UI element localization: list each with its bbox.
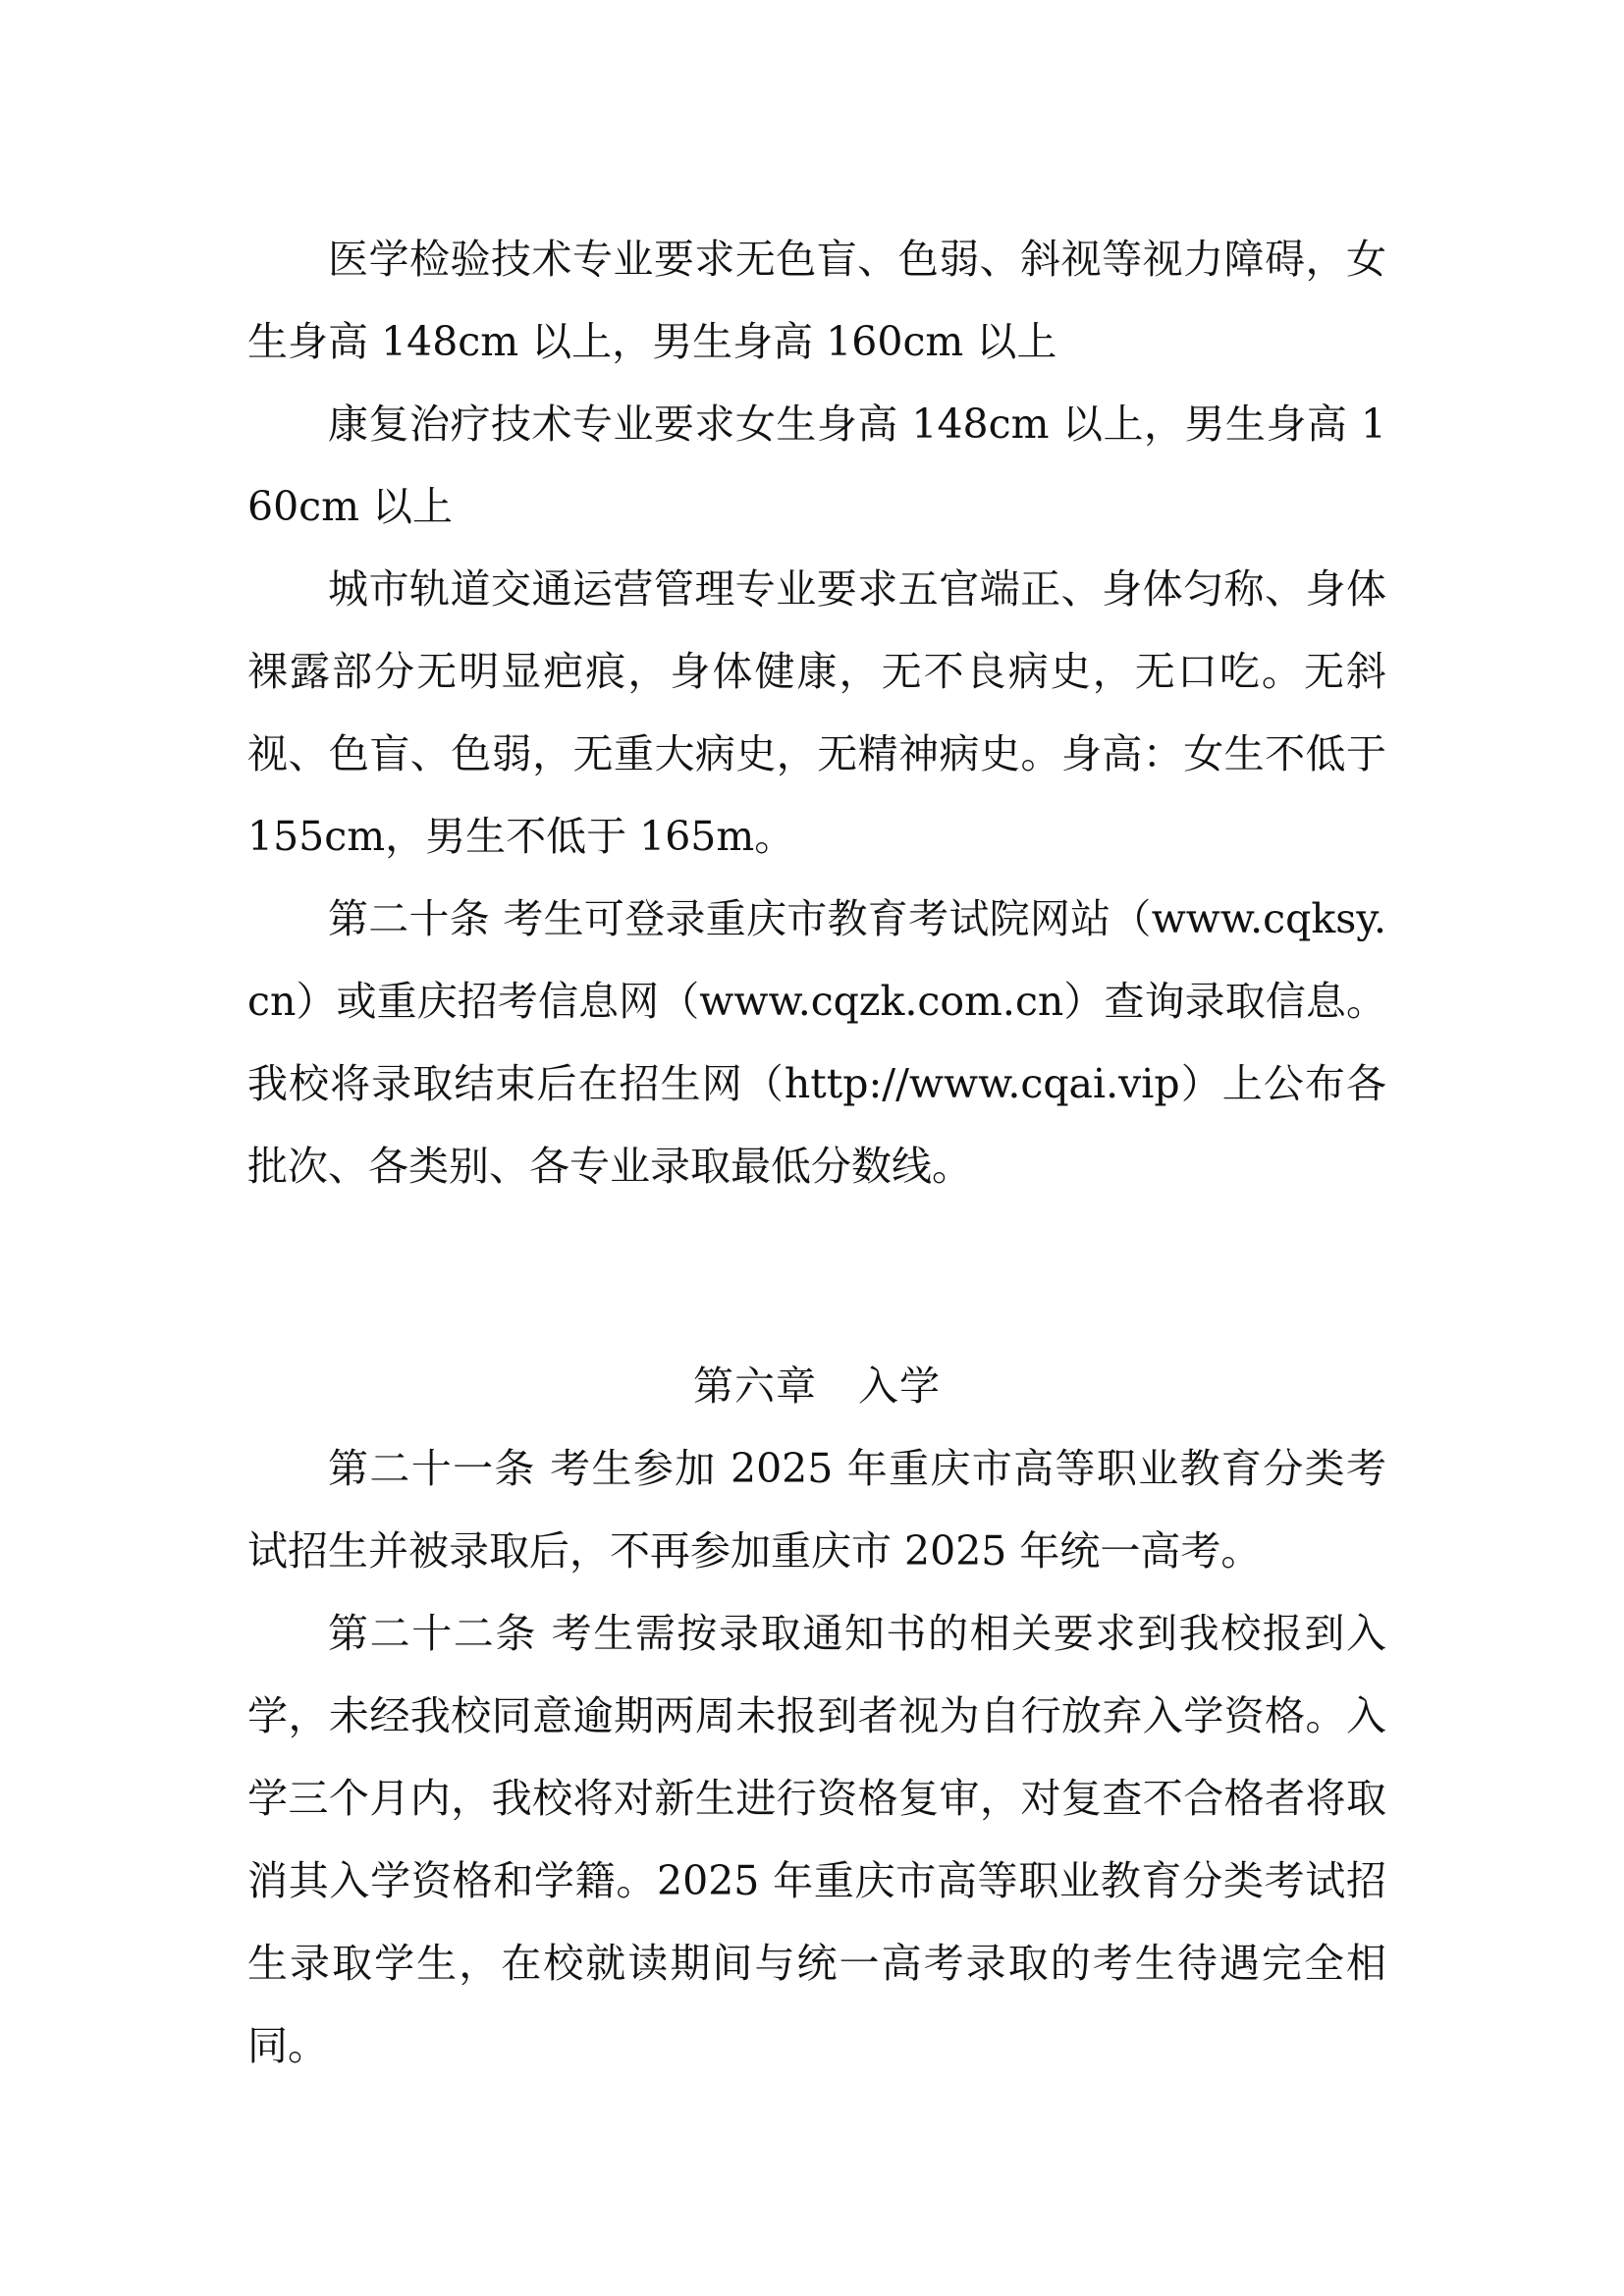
chapter-title: 第六章 入学	[693, 1362, 941, 1410]
paragraph-rehab-requirements: 康复治疗技术专业要求女生身高 148cm 以上，男生身高 160cm 以上	[247, 400, 1386, 530]
paragraph-article-22: 第二十二条 考生需按录取通知书的相关要求到我校报到入学，未经我校同意逾期两周未报到者视为自行放弃入学资格。入学三个月内，我校将对新生进行资格复审，对复查不合格者将取消其入学资格和学籍。2025 年重庆市高等职业教育分类考试招生录取学生，在校就读期间与统一高考录取的考生待遇完全相同。	[247, 1610, 1386, 2069]
paragraph-rail-transit-requirements: 城市轨道交通运营管理专业要求五官端正、身体匀称、身体裸露部分无明显疤痕，身体健康，无不良病史，无口吃。无斜视、色盲、色弱，无重大病史，无精神病史。身高：女生不低于 155cm，男生不低于 165m。	[247, 565, 1386, 860]
paragraph-medical-lab-requirements: 医学检验技术专业要求无色盲、色弱、斜视等视力障碍，女生身高 148cm 以上，男生身高 160cm 以上	[247, 236, 1386, 365]
document-page	[247, 218, 1386, 2087]
paragraph-article-20: 第二十条 考生可登录重庆市教育考试院网站（www.cqksy.cn）或重庆招考信息网（www.cqzk.com.cn）查询录取信息。我校将录取结束后在招生网（http://www.cqai.vip）上公布各批次、各类别、各专业录取最低分数线。	[247, 895, 1386, 1190]
section-spacer	[247, 1207, 1386, 1345]
paragraph-article-21: 第二十一条 考生参加 2025 年重庆市高等职业教育分类考试招生并被录取后，不再参加重庆市 2025 年统一高考。	[247, 1445, 1387, 1575]
